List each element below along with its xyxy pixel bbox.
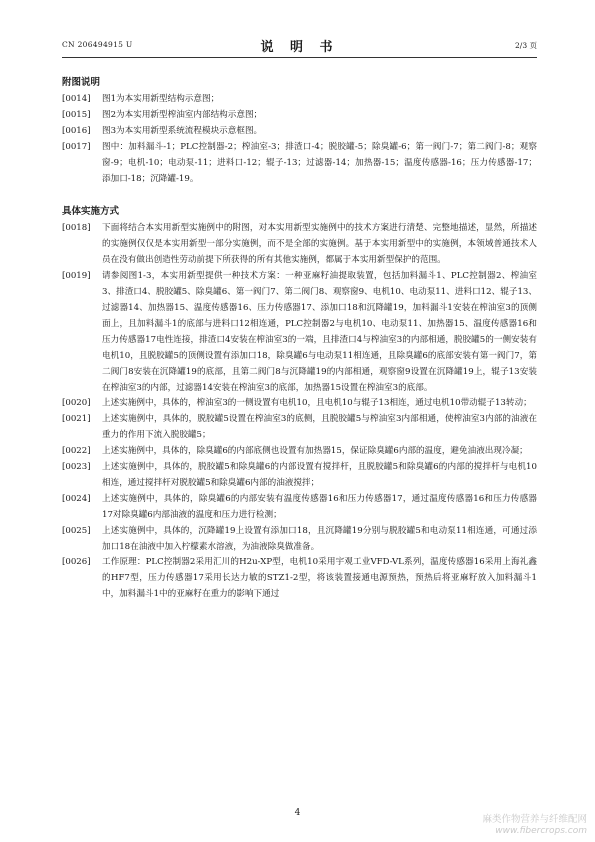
paragraph-number: [0025]	[62, 525, 91, 536]
paragraph-text: 上述实施例中，具体的，沉降罐19上设置有添加口18，且沉降罐19分别与脱胶罐5和电动泵11相连通，可通过添加口18在油液中加入柠檬素水溶液，为油液除臭做准备。	[102, 525, 537, 552]
paragraph-text: 图中：加料漏斗-1；PLC控制器-2；榨油室-3；排渣口-4；脱胶罐-5；除臭罐-6；第一阀门-7；第二阀门-8；观察窗-9；电机-10；电动泵-11；进料口-12；辊子-13；过滤器-14；加热器-15；温度传感器-16；压力传感器-17；添加口-18；沉降罐-19。	[102, 141, 537, 184]
publication-number: CN 206494915 U	[62, 40, 133, 49]
paragraph-number: [0021]	[62, 414, 91, 425]
paragraph	[62, 396, 537, 412]
document-body	[62, 74, 537, 603]
section-title: 附图说明	[62, 77, 101, 88]
paragraph-number: [0017]	[62, 141, 91, 152]
paragraph-text: 工作原理：PLC控制器2采用汇川的H2u-XP型，电机10采用宇观工业VFD-VL系列，温度传感器16采用上海礼鑫的HF7型，压力传感器17采用长达力敏的STZ1-2型，将该装置接通电源预热，预热后将亚麻籽放入加料漏斗1中，加料漏斗1中的亚麻籽在重力的影响下通过	[102, 557, 537, 600]
paragraph-number: [0015]	[62, 109, 91, 120]
document-title: 说 明 书	[260, 40, 339, 55]
paragraph	[62, 492, 537, 524]
paragraph-text: 图3为本实用新型系统流程模块示意框图。	[102, 125, 263, 136]
section-title: 具体实施方式	[62, 206, 120, 218]
watermark	[482, 814, 587, 837]
paragraph	[62, 412, 537, 444]
paragraph-number: [0020]	[62, 398, 91, 409]
page-indicator: 2/3 页	[515, 41, 537, 50]
paragraph-number: [0019]	[62, 271, 91, 282]
paragraph-text: 上述实施例中，具体的，脱胶罐5和除臭罐6的内部设置有搅拌杆，且脱胶罐5和除臭罐6的内部的搅拌杆与电机10相连，通过搅拌杆对脱胶罐5和除臭罐6内部的油液搅拌；	[102, 462, 537, 488]
watermark-url: www.fibercrops.com	[495, 826, 587, 836]
paragraph-text: 下面将结合本实用新型实施例中的附图，对本实用新型实施例中的技术方案进行清楚、完整地描述，显然，所描述的实施例仅仅是本实用新型一部分实施例，而不是全部的实施例。基于本实用新型中的实施例，本领域普通技术人员在没有做出创造性劳动前提下所获得的所有其他实施例，都属于本实用新型保护的范围。	[102, 223, 537, 266]
paragraph-text: 图2为本实用新型榨油室内部结构示意图；	[102, 109, 263, 120]
watermark-title: 麻类作物营养与纤维配网	[482, 814, 587, 825]
paragraph	[62, 524, 537, 556]
paragraph	[62, 555, 537, 603]
paragraph	[62, 221, 537, 269]
paragraph	[62, 269, 537, 396]
paragraph-number: [0024]	[62, 493, 91, 504]
paragraph-text: 图1为本实用新型结构示意图；	[102, 94, 220, 104]
section-gap	[62, 187, 537, 203]
paragraph-number: [0026]	[62, 557, 91, 568]
paragraph	[62, 140, 537, 188]
paragraph	[62, 108, 537, 124]
paragraph-text: 上述实施例中，具体的，脱胶罐5设置在榨油室3的底侧，且脱胶罐5与榨油室3内部相通，使榨油室3内部的油液在重力的作用下流入脱胶罐5；	[102, 414, 537, 441]
header-rule	[62, 57, 537, 58]
paragraph-number: [0016]	[62, 125, 91, 136]
paragraph-number: [0018]	[62, 223, 91, 234]
paragraph-text: 上述实施例中，具体的，榨油室3的一侧设置有电机10，且电机10与辊子13相连，通过电机10带动辊子13转动；	[102, 398, 532, 409]
paragraph-number: [0014]	[62, 94, 91, 104]
paragraph	[62, 92, 537, 108]
paragraph	[62, 444, 537, 460]
paragraph	[62, 460, 537, 492]
paragraph-text: 请参阅图1-3，本实用新型提供一种技术方案：一种亚麻籽油提取装置，包括加料漏斗1、PLC控制器2、榨油室3、排渣口4、脱胶罐5、除臭罐6、第一阀门7、第二阀门8、观察窗9、电机10、电动泵11、进料口12、辊子13、过滤器14、加热器15、温度传感器16、压力传感器17、添加口18和沉降罐19，加料漏斗1安装在榨油室3的顶侧面上，且加料漏斗1的底部与进料口12相连通，PLC控制器2与电机10、电动泵11、加热器15、温度传感器16和压力传感器17电性连接，排渣口4安装在榨油室3的一端，且排渣口4与榨油室3的内部相通，脱胶罐5的一侧安装有电机10，且脱胶罐5的顶侧设置有添加口18，除臭罐6与电动泵11相连通，且除臭罐6的底部安装有第一阀门7，第二阀门8安装在沉降罐19的底部，且第二阀门8与沉降罐19的内部相通，观察窗9设置在沉降罐19上，辊子13安装在榨油室3的内部，过滤器14安装在榨油室3的底部，加热器15设置在榨油室3的底部。	[102, 271, 537, 393]
paragraph-number: [0023]	[62, 462, 91, 473]
paragraph-number: [0022]	[62, 446, 91, 457]
paragraph	[62, 124, 537, 140]
page-number: 4	[294, 808, 301, 818]
paragraph-text: 上述实施例中，具体的，除臭罐6的内部安装有温度传感器16和压力传感器17，通过温度传感器16和压力传感器17对除臭罐6内部油液的温度和压力进行检测；	[102, 493, 537, 520]
page-header	[62, 36, 537, 54]
paragraph-text: 上述实施例中，具体的，除臭罐6的内部底侧也设置有加热器15，保证除臭罐6内部的温度，避免油液出现冷凝；	[102, 446, 528, 457]
